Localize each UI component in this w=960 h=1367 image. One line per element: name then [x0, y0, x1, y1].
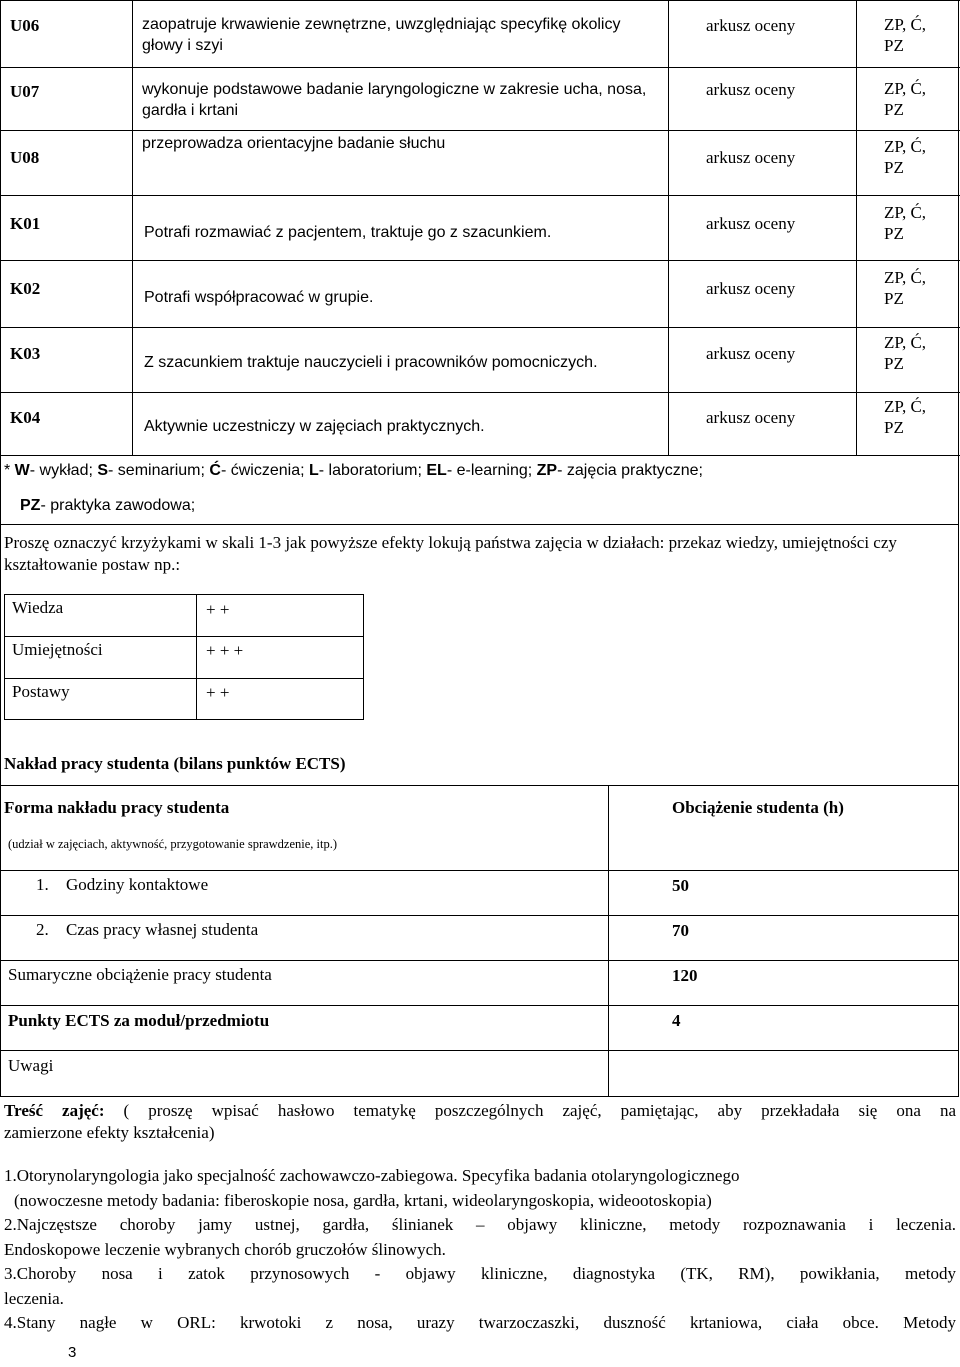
outcome-method: arkusz oceny	[706, 16, 796, 35]
outcome-method: arkusz oceny	[706, 279, 796, 298]
ects-note: (udział w zajęciach, aktywność, przygotowanie sprawdzenie, itp.)	[8, 837, 338, 851]
outcome-code: U07	[10, 82, 40, 101]
outcome-forms: ZP, Ć, PZ	[884, 333, 927, 373]
outcome-code: U06	[10, 16, 40, 35]
outcome-method: arkusz oceny	[706, 408, 796, 427]
outcome-method: arkusz oceny	[706, 80, 796, 99]
scale-marks: + + +	[206, 641, 244, 660]
outcome-method: arkusz oceny	[706, 148, 796, 167]
outcome-code: K02	[10, 279, 41, 298]
outcome-forms: ZP, Ć, PZ	[884, 203, 927, 243]
content-list	[4, 1164, 956, 1336]
ects-row-label: Godziny kontaktowe	[66, 875, 209, 894]
ects-heading: Nakład pracy studenta (bilans punktów ECTS)	[4, 754, 346, 773]
ects-row-value: 50	[672, 876, 689, 895]
outcome-description: Potrafi współpracować w grupie.	[144, 289, 374, 306]
ects-col-load: Obciążenie studenta (h)	[672, 798, 844, 817]
outcome-forms: ZP, Ć, PZ	[884, 15, 927, 55]
outcome-forms: ZP, Ć, PZ	[884, 397, 927, 437]
outcome-forms: ZP, Ć, PZ	[884, 137, 927, 177]
outcome-description: zaopatruje krwawienie zewnętrzne, uwzględniając specyfikę okolicy głowy i szyi	[142, 16, 621, 54]
ects-row-num: 2.	[36, 920, 49, 939]
legend-line-1: * W- wykład; S- seminarium; Ć- ćwiczenia; L- laboratorium; EL- e-learning; ZP- zajęcia praktyczne;	[4, 462, 703, 479]
outcome-method: arkusz oceny	[706, 344, 796, 363]
content-heading: Treść zajęć: ( proszę wpisać hasłowo tematykę poszczególnych zajęć, pamiętając, aby przekładała się ona na zamierzone efekty kształcenia)	[4, 1101, 956, 1142]
ects-col-form: Forma nakładu pracy studenta	[4, 798, 230, 817]
page-number: 3	[68, 1344, 77, 1361]
outcome-description: Aktywnie uczestniczy w zajęciach praktycznych.	[144, 418, 485, 435]
ects-row-label: Czas pracy własnej studenta	[66, 920, 259, 939]
ects-points-value: 4	[672, 1011, 681, 1030]
ects-row-value: 70	[672, 921, 689, 940]
scale-instruction: Proszę oznaczyć krzyżykami w skali 1-3 jak powyższe efekty lokują państwa zajęcia w działach: przekaz wiedzy, umiejętności czy kształtowanie postaw np.:	[4, 533, 897, 574]
outcome-code: K04	[10, 408, 41, 427]
legend-line-2: PZ- praktyka zawodowa;	[20, 497, 196, 514]
ects-sum-value: 120	[672, 966, 698, 985]
content-item: Endoskopowe leczenie wybranych chorób gruczołów ślinowych.	[4, 1239, 446, 1259]
content-item: 4.Stany nagłe w ORL: krwotoki z nosa, urazy twarzoczaszki, duszność krtaniowa, ciała obce. Metody	[4, 1313, 956, 1332]
outcome-description: Z szacunkiem traktuje nauczycieli i pracowników pomocniczych.	[144, 354, 598, 371]
outcome-forms: ZP, Ć, PZ	[884, 79, 927, 119]
scale-marks: + +	[206, 600, 230, 619]
outcome-description: Potrafi rozmawiać z pacjentem, traktuje go z szacunkiem.	[144, 224, 552, 241]
outcome-description: wykonuje podstawowe badanie laryngologiczne w zakresie ucha, nosa, gardła i krtani	[142, 81, 647, 119]
scale-label: Umiejętności	[12, 640, 103, 659]
ects-sum-label: Sumaryczne obciążenie pracy studenta	[8, 965, 272, 984]
scale-marks: + +	[206, 683, 230, 702]
ects-row-num: 1.	[36, 875, 49, 894]
content-item: 2.Najczęstsze choroby jamy ustnej, gardła, ślinianek – objawy kliniczne, metody rozpoznawania i leczenia.	[4, 1215, 956, 1234]
ects-remarks-label: Uwagi	[8, 1056, 54, 1075]
scale-label: Wiedza	[12, 598, 64, 617]
content-item: (nowoczesne metody badania: fiberoskopie nosa, gardła, krtani, wideolaryngoskopia, wideootoskopia)	[14, 1190, 712, 1210]
outcome-method: arkusz oceny	[706, 214, 796, 233]
content-item: leczenia.	[4, 1288, 64, 1308]
outcome-code: K01	[10, 214, 41, 233]
outcome-forms: ZP, Ć, PZ	[884, 268, 927, 308]
outcome-code: U08	[10, 148, 40, 167]
content-item: 1.Otorynolaryngologia jako specjalność zachowawczo-zabiegowa. Specyfika badania otolaryngologicznego	[4, 1166, 740, 1185]
outcome-code: K03	[10, 344, 41, 363]
outcome-description: przeprowadza orientacyjne badanie słuchu	[142, 135, 446, 152]
ects-points-label: Punkty ECTS za moduł/przedmiotu	[8, 1011, 270, 1030]
content-item: 3.Choroby nosa i zatok przynosowych - objawy kliniczne, diagnostyka (TK, RM), powikłania, metody	[4, 1264, 956, 1283]
scale-label: Postawy	[12, 682, 70, 701]
